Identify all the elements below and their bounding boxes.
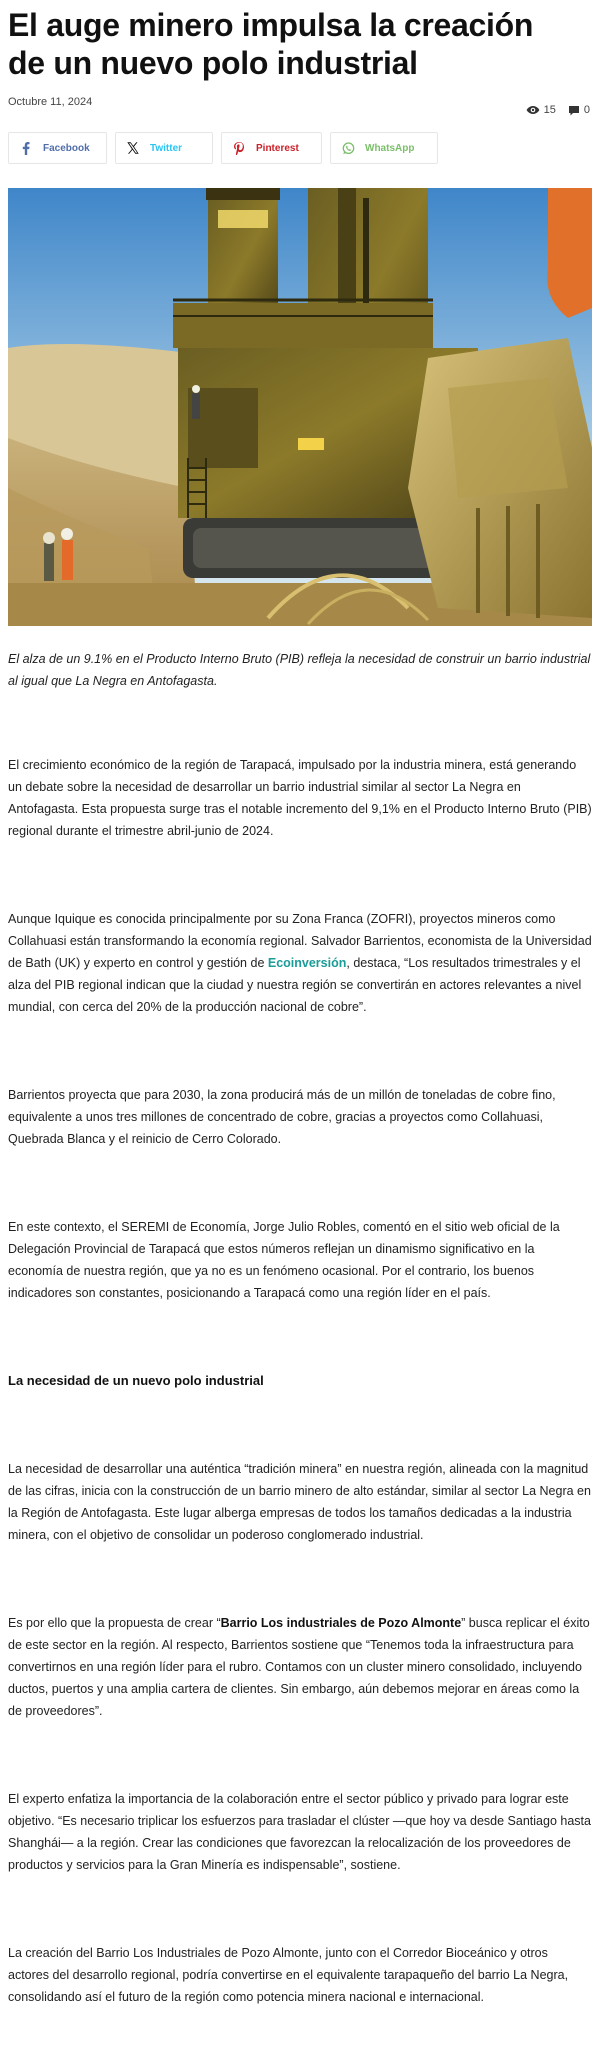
share-whatsapp-button[interactable] bbox=[330, 132, 438, 164]
paragraph-1: El crecimiento económico de la región de Tarapacá, impulsado por la industria minera, está generando un debate sobre la necesidad de desarrollar un barrio industrial similar al sector La Negra en Antofagasta. Esta propuesta surge tras el notable incremento del 9,1% en el Producto Interno Bruto (PIB) regional durante el trimestre abril-junio de 2024. bbox=[8, 758, 592, 838]
article-meta bbox=[8, 96, 592, 116]
paragraph-4: En este contexto, el SEREMI de Economía, Jorge Julio Robles, comentó en el sitio web oficial de la Delegación Provincial de Tarapacá que estos números reflejan un dinamismo significativo en la economía de nuestra región, que ya no es un fenómeno ocasional. Por el contrario, los buenos indicadores son constantes, posicionando a Tarapacá como una región líder en el país. bbox=[8, 1220, 560, 1300]
eye-icon bbox=[526, 105, 540, 115]
comments-count: 0 bbox=[583, 104, 590, 116]
ecoinversion-link[interactable]: Ecoinversión bbox=[267, 956, 347, 970]
whatsapp-label: WhatsApp bbox=[365, 142, 415, 154]
barrio-name: Barrio Los industriales de Pozo Almonte bbox=[220, 1616, 462, 1630]
hero-image bbox=[8, 188, 592, 626]
paragraph-2 bbox=[8, 908, 592, 1018]
paragraph-6 bbox=[8, 1612, 592, 1722]
comment-icon bbox=[568, 105, 580, 116]
mining-excavator-illustration bbox=[8, 188, 592, 626]
paragraph-3: Barrientos proyecta que para 2030, la zona producirá más de un millón de toneladas de cobre fino, equivalente a unos tres millones de concentrado de cobre, gracias a proyectos como Collahuasi, Quebrada Blanca y el reinicio de Cerro Colorado. bbox=[8, 1088, 556, 1146]
paragraph-6-start: Es por ello que la propuesta de crear “ bbox=[8, 1616, 221, 1630]
pinterest-label: Pinterest bbox=[256, 142, 299, 154]
article-counters bbox=[526, 104, 590, 116]
share-twitter-button[interactable] bbox=[115, 132, 213, 164]
paragraph-2-end: , destaca, “Los resultados trimestrales y el alza del PIB regional indican que la ciudad y nuestra región se convertirán en actores relevantes a nivel mundial, con cerca del 20% de la producción nacional de cobre”. bbox=[8, 956, 582, 1014]
paragraph-7: El experto enfatiza la importancia de la colaboración entre el sector público y privado para lograr este objetivo. “Es necesario triplicar los esfuerzos para trasladar el clúster —que hoy va desde Santiago hasta Shanghái— a la región. Crear las condiciones que favorezcan la relocalización de los proveedores de productos y servicios para la Gran Minería es indispensable”, sostiene. bbox=[8, 1792, 591, 1872]
share-buttons bbox=[8, 132, 592, 164]
facebook-label: Facebook bbox=[43, 142, 90, 154]
facebook-icon bbox=[19, 141, 33, 155]
x-twitter-icon bbox=[126, 141, 140, 155]
views-counter bbox=[526, 104, 556, 116]
share-pinterest-button[interactable] bbox=[221, 132, 322, 164]
paragraph-2-start: Aunque Iquique es conocida principalmente por su Zona Franca (ZOFRI), proyectos mineros como Collahuasi están transformando la economía regional. Salvador Barrientos, economista de la Universidad de Bath (UK) y experto en control y gestión de bbox=[8, 912, 592, 970]
section-heading: La necesidad de un nuevo polo industrial bbox=[8, 1373, 264, 1388]
twitter-label: Twitter bbox=[150, 142, 183, 154]
paragraph-8: La creación del Barrio Los Industriales de Pozo Almonte, junto con el Corredor Bioceánico y otros actores del desarrollo regional, podría convertirse en el equivalente tarapaqueño del barrio La Negra, consolidando así el futuro de la región como potencia minera nacional e internacional. bbox=[8, 1946, 569, 2004]
article-date: Octubre 11, 2024 bbox=[8, 96, 93, 108]
paragraph-5: La necesidad de desarrollar una auténtica “tradición minera” en nuestra región, alineada con la magnitud de las cifras, inicia con la construcción de un barrio minero de alto estándar, similar al sector La Negra en la Región de Antofagasta. Este lugar alberga empresas de todos los tamaños dedicadas a la industria minera, con el objetivo de consolidar un poderoso conglomerado industrial. bbox=[8, 1462, 591, 1542]
paragraph-6-end: ” busca replicar el éxito de este sector en la región. Al respecto, Barrientos sostiene que “Tenemos toda la infraestructura para convertirnos en una región líder para el rubro. Contamos con un cluster minero consolidado, incluyendo ductos, puertos y una amplia cartera de clientes. Sin embargo, aún debemos mejorar en áreas como la de proveedores”. bbox=[8, 1616, 590, 1718]
whatsapp-icon bbox=[341, 141, 355, 155]
share-facebook-button[interactable] bbox=[8, 132, 107, 164]
pinterest-icon bbox=[232, 141, 246, 155]
image-caption: El alza de un 9.1% en el Producto Interno Bruto (PIB) refleja la necesidad de construir un barrio industrial al igual que La Negra en Antofagasta. bbox=[8, 652, 591, 688]
article-title: El auge minero impulsa la creación de un nuevo polo industrial bbox=[8, 7, 534, 81]
views-count: 15 bbox=[543, 104, 556, 116]
comments-counter[interactable] bbox=[568, 104, 590, 116]
